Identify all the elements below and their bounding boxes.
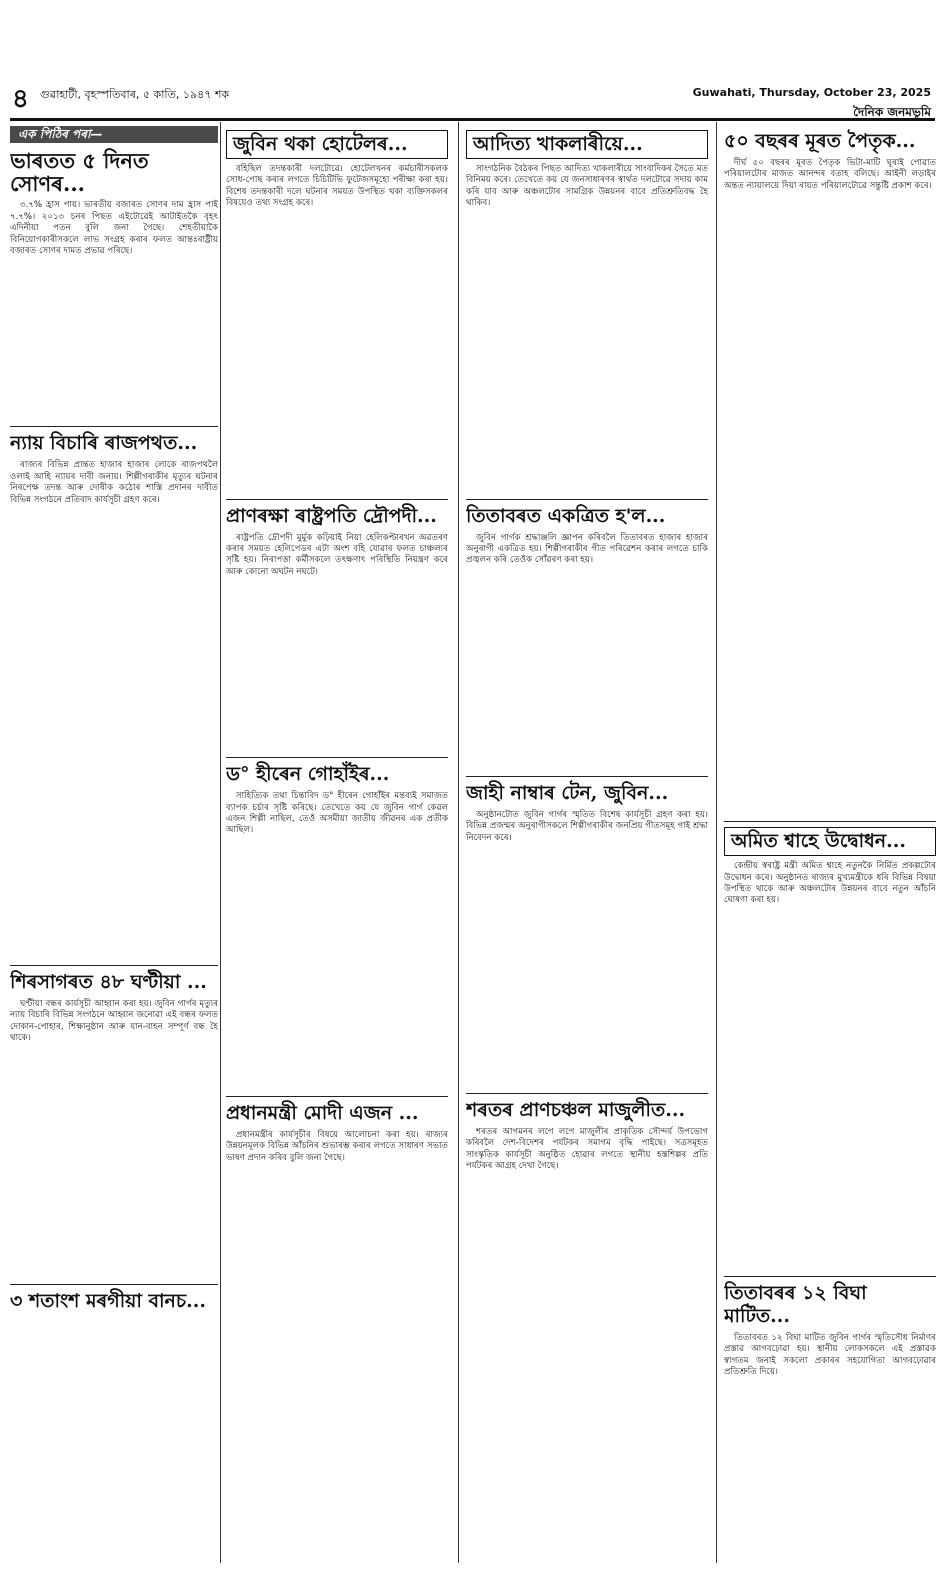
article-text: তিতাবৰত ১২ বিঘা মাটিত জুবিন গাৰ্গৰ স্মৃতিসৌধ নিৰ্মাণৰ প্ৰস্তাৱ আগবঢ়োৱা হয়। স্থানীয় লোকসকলে এই প্ৰস্তাৱক স্বাগতম জনাই সকলো প্ৰকাৰৰ সহযোগিতা আগবঢ়োৱাৰ প্ৰতিশ্ৰুতি দিয়ে। — [724, 1332, 936, 1378]
headline-titabar-land: তিতাবৰৰ ১২ বিঘা মাটিত... — [724, 1281, 867, 1327]
headline-titabar-gathering: তিতাবৰত একত্ৰিত হ'ল... — [466, 504, 666, 527]
article-text: জুবিন গাৰ্গক শ্ৰদ্ধাঞ্জলি জ্ঞাপন কৰিবলৈ তিতাবৰত হাজাৰ হাজাৰ অনুৰাগী একত্ৰিত হয়। শিল্পীগৰাকীৰ গীত পৰিৱেশন কৰাৰ লগতে চাকি প্ৰজ্বলন কৰি তেওঁক সোঁৱৰণ কৰা হয়। — [466, 532, 708, 566]
headline-pm-modi: প্ৰধানমন্ত্ৰী মোদী এজন ... — [226, 1101, 419, 1124]
article-separator — [724, 821, 936, 822]
headline-justice-street: ন্যায় বিচাৰি ৰাজপথত... — [10, 432, 198, 455]
article-text: কেন্দ্ৰীয় স্বৰাষ্ট্ৰ মন্ত্ৰী অমিত শ্বাহে নতুনকৈ নিৰ্মিত প্ৰকল্পটোৰ উদ্বোধন কৰে। অনুষ্ঠানত ৰাজ্যৰ মুখ্যমন্ত্ৰীকে ধৰি বিভিন্ন বিষয়া উপস্থিত থাকে আৰু অঞ্চলটোৰ উন্নয়নৰ বাবে নতুন আঁচনি ঘোষণা কৰা হয়। — [724, 861, 936, 906]
article-body-titabar — [466, 571, 708, 771]
article-separator — [226, 1096, 448, 1097]
column-divider — [458, 122, 459, 1563]
article-text: প্ৰধানমন্ত্ৰীৰ কাৰ্যসূচীৰ বিষয়ে আলোচনা কৰা হয়। ৰাজ্যৰ উন্নয়নমূলক বিভিন্ন আঁচনিৰ শুভাৰম্ভ কৰাৰ লগতে সাধাৰণ সভাত ভাষণ প্ৰদান কৰিব বুলি জনা গৈছে। — [226, 1129, 448, 1163]
article-text: ঘণ্টীয়া বন্ধৰ কাৰ্যসূচী আহ্বান কৰা হয়। জুবিন গাৰ্গৰ মৃত্যুৰ ন্যায় বিচাৰি বিভিন্ন সংগঠনে আহ্বান জনোৱা এই বন্ধৰ ফলত দোকান-পোহাৰ, শিক্ষানুষ্ঠান আৰু যান-বাহন সম্পূৰ্ণ বন্ধ হৈ থাকে। — [10, 999, 218, 1044]
article-separator — [10, 1284, 218, 1285]
column-1 — [10, 126, 218, 1563]
headline-gold-price: ভাৰতত ৫ দিনত সোণৰ... — [10, 148, 149, 197]
article-text: ৰাজ্যৰ বিভিন্ন প্ৰান্তত হাজাৰ হাজাৰ লোকে ৰাজপথলৈ ওলাই আহি ন্যায়ৰ দাবী জনায়। শিল্পীগৰাকীৰ মৃত্যুৰ ঘটনাৰ নিৰপেক্ষ তদন্ত আৰু দোষীক কঠোৰ শাস্তি প্ৰদানৰ দাবীত বিভিন্ন সংগঠনে প্ৰতিবাদ কাৰ্যসূচী গ্ৰহণ কৰে। — [10, 460, 218, 505]
page-header — [0, 0, 945, 119]
article-text: বহিছিল তদন্তকাৰী দলটোৱে। হোটেলখনৰ কৰ্মচাৰীসকলক সোধ-পোছ কৰাৰ লগতে চিচিটিভি ফুটেজসমূহো পৰীক্ষা কৰা হয়। বিশেষ তদন্তকাৰী দলে ঘটনাৰ সময়ত উপস্থিত থকা ব্যক্তিসকলৰ বিষয়েও তথ্য সংগ্ৰহ কৰে। — [226, 164, 448, 209]
headline-hiren-gohain: ড° হীৰেন গোহাঁইৰ... — [226, 763, 390, 786]
headline-amit-shah: অমিত শ্বাহে উদ্বোধন... — [724, 827, 936, 856]
header-rule — [10, 118, 935, 121]
article-body-justice — [10, 510, 218, 960]
article-separator — [466, 499, 708, 500]
headline-jersey-number-ten: জাহী নাম্বাৰ টেন, জুবিন... — [466, 781, 669, 804]
article-body-jersey — [466, 848, 708, 1088]
column-3 — [466, 126, 708, 1563]
headline-sivasagar-bandh: শিৰসাগৰত ৪৮ ঘণ্টীয়া ... — [10, 971, 207, 994]
article-text: শৰতৰ আগমনৰ লগে লগে মাজুলীৰ প্ৰাকৃতিক সৌন্দৰ্য উপভোগ কৰিবলৈ দেশ-বিদেশৰ পৰ্যটকৰ সমাগম বৃদ্ধি পাইছে। সত্ৰসমূহত সাংস্কৃতিক কাৰ্যসূচী অনুষ্ঠিত হোৱাৰ লগতে স্থানীয় হস্তশিল্পৰ প্ৰতি পৰ্যটকৰ আগ্ৰহ দেখা গৈছে। — [466, 1127, 708, 1172]
headline-ancestral-land: ৫০ বছৰৰ মূৰত পৈতৃক... — [724, 130, 916, 152]
article-body-gohain — [226, 841, 448, 1091]
article-body-gold — [10, 261, 218, 421]
column-4 — [724, 126, 936, 1563]
column-2 — [226, 126, 448, 1563]
article-separator — [226, 499, 448, 500]
article-text: সাহিত্যিক তথা চিন্তাবিদ ড° হীৰেন গোহাঁইৰ মন্তব্যই সমাজত ব্যাপক চৰ্চাৰ সৃষ্টি কৰিছে। তেখেতে কয় যে জুবিন গাৰ্গ কেৱল এজন শিল্পী নাছিল, তেওঁ অসমীয়া জাতীয় জীৱনৰ এক প্ৰতীক আছিল। — [226, 791, 448, 836]
article-separator — [10, 426, 218, 427]
dateline-english: Guwahati, Thursday, October 23, 2025 — [692, 86, 931, 99]
article-body-ancestral — [724, 196, 936, 816]
article-body-hotel — [226, 214, 448, 494]
column-divider — [716, 122, 717, 1563]
article-separator — [466, 1093, 708, 1094]
article-separator — [466, 776, 708, 777]
column-divider — [220, 122, 221, 1563]
page-number: ৪ — [12, 84, 29, 114]
headline-president-murmu: প্ৰাণৰক্ষা ৰাষ্ট্ৰপতি দ্ৰৌপদী... — [226, 504, 437, 527]
article-separator — [724, 1276, 936, 1277]
headline-aditya-khaklari: আদিত্য খাকলাৰীয়ে... — [466, 130, 708, 159]
article-separator — [226, 757, 448, 758]
article-text: দীৰ্ঘ ৫০ বছৰৰ মূৰত পৈতৃক ভিটা-মাটি ঘূৰাই পোৱাত পৰিয়ালটোৰ মাজত আনন্দৰ বতাহ বলিছে। আইনী লড়াইৰ অন্তত ন্যায়ালয়ে দিয়া ৰায়ত পৰিয়ালটোৱে সন্তুষ্টি প্ৰকাশ কৰে। — [724, 158, 936, 191]
article-body-amit-shah — [724, 911, 936, 1271]
article-body-aditya — [466, 214, 708, 494]
headline-flood-percent: ৩ শতাংশ মৰগীয়া বানচ... — [10, 1289, 206, 1312]
headline-zubeen-hotel: জুবিন থকা হোটেলৰ... — [226, 130, 448, 159]
article-separator — [10, 965, 218, 966]
article-text: অনুষ্ঠানটোত জুবিন গাৰ্গৰ স্মৃতিত বিশেষ কাৰ্যসূচী গ্ৰহণ কৰা হয়। বিভিন্ন প্ৰজন্মৰ অনুৰাগীসকলে শিল্পীগৰাকীৰ জনপ্ৰিয় গীতসমূহ গাই শ্ৰদ্ধা নিবেদন কৰে। — [466, 809, 708, 843]
dateline-assamese: গুৱাহাটী, বৃহস্পতিবাৰ, ৫ কাতি, ১৯৪৭ শক — [40, 88, 230, 101]
article-body-sivasagar — [10, 1049, 218, 1279]
continued-kicker: এক পিঠিৰ পৰা— — [10, 126, 218, 143]
article-text: ৰাষ্ট্ৰপতি দ্ৰৌপদী মুৰ্মুক কঢ়িয়াই নিয়া হেলিকপ্টাৰখন অৱতৰণ কৰাৰ সময়ত হেলিপেডৰ এটা অংশ বহি যোৱাৰ ফলত চাঞ্চল্যৰ সৃষ্টি হয়। নিৰাপত্তা কৰ্মীসকলে তৎক্ষণাৎ পৰিস্থিতি নিয়ন্ত্ৰণ কৰে আৰু কোনো অঘটন নঘটে। — [226, 532, 448, 577]
article-text: ৩.৭% হ্ৰাস পায়। ভাৰতীয় বজাৰত সোণৰ দাম হ্ৰাস পাই ৭.৭%। ২০১৩ চনৰ পিছত এইটোৱেই আটাইতকৈ বৃহৎ এদিনীয়া পতন বুলি জনা গৈছে। শেহতীয়াকৈ বিনিয়োগকাৰীসকলে লাভ সংগ্ৰহ কৰাৰ ফলত আন্তঃৰাষ্ট্ৰীয় বজাৰত সোণৰ দামত প্ৰভাৱ পৰিছে। — [10, 200, 218, 257]
headline-majuli-autumn: শৰতৰ প্ৰাণচঞ্চল মাজুলীত... — [466, 1099, 686, 1122]
article-body-president — [226, 582, 448, 752]
article-text: সাংগঠনিক বৈঠকৰ পিছত আদিত্য খাকলাৰীয়ে সাংবাদিকৰ সৈতে মত বিনিময় কৰে। তেখেতে কয় যে জনসাধাৰণৰ স্বাৰ্থত দলটোৱে সদায় কাম কৰি যাব আৰু অঞ্চলটোৰ সামগ্ৰিক উন্নয়নৰ বাবে প্ৰতিশ্ৰুতিবদ্ধ হৈ থাকিব। — [466, 164, 708, 209]
masthead: দৈনিক জনমভূমি — [853, 105, 931, 119]
